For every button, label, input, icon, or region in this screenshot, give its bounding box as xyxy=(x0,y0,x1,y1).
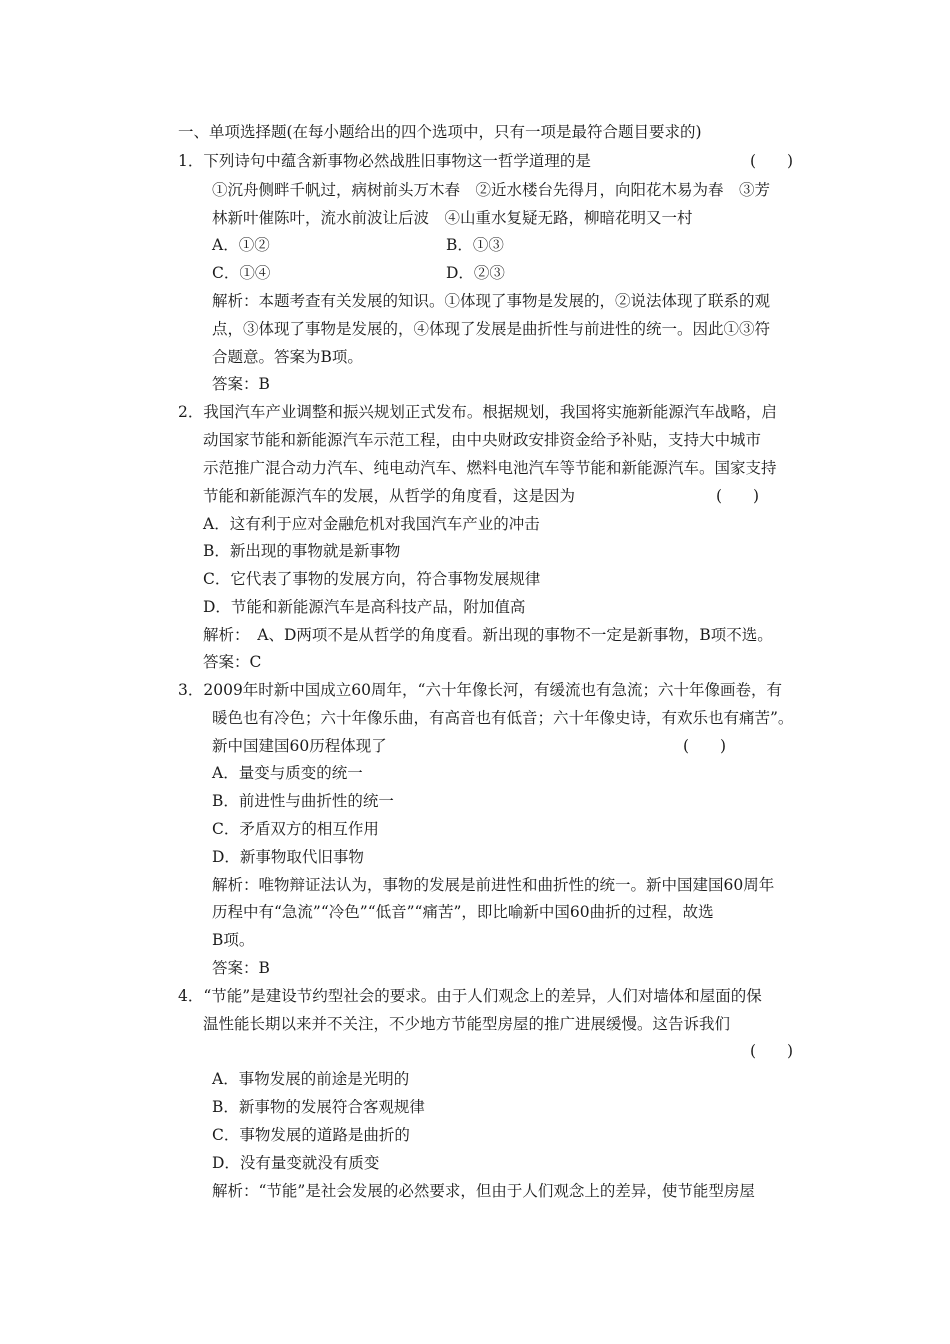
question-2-stem-line: 节能和新能源汽车的发展，从哲学的角度看，这是因为 xyxy=(203,487,576,505)
question-1-option-b: B．①③ xyxy=(446,236,504,254)
question-1-option-a: A．①② xyxy=(212,236,270,254)
question-3-analysis-line: 历程中有“急流”“冷色”“低音”“痛苦”，即比喻新中国60曲折的过程，故选 xyxy=(212,903,714,921)
question-3-option-c: C．矛盾双方的相互作用 xyxy=(212,820,379,838)
question-4-stem-line: 4．“节能”是建设节约型社会的要求。由于人们观念上的差异，人们对墙体和屋面的保 xyxy=(178,987,762,1005)
question-2-answer: 答案：C xyxy=(203,653,262,671)
question-2-option-c: C．它代表了事物的发展方向，符合事物发展规律 xyxy=(203,570,541,588)
question-3-stem-line: 3．2009年时新中国成立60周年，“六十年像长河，有缓流也有急流；六十年像画卷，有 xyxy=(178,681,782,699)
question-3-option-a: A．量变与质变的统一 xyxy=(212,764,363,782)
question-2-stem-line: 示范推广混合动力汽车、纯电动汽车、燃料电池汽车等节能和新能源汽车。国家支持 xyxy=(203,459,777,477)
question-2-option-d: D．节能和新能源汽车是高科技产品，附加值高 xyxy=(203,598,526,616)
question-4-option-b: B．新事物的发展符合客观规律 xyxy=(212,1098,425,1116)
question-4-option-c: C．事物发展的道路是曲折的 xyxy=(212,1126,410,1144)
question-1-statement-line: ①沉舟侧畔千帆过，病树前头万木春 ②近水楼台先得月，向阳花木易为春 ③芳 xyxy=(212,181,771,199)
section-title: 一、单项选择题(在每小题给出的四个选项中，只有一项是最符合题目要求的) xyxy=(178,123,702,141)
question-1-answer-blank: ( ) xyxy=(750,152,794,170)
question-2-stem-line: 2．我国汽车产业调整和振兴规划正式发布。根据规划，我国将实施新能源汽车战略，启 xyxy=(178,403,777,421)
question-4-option-a: A．事物发展的前途是光明的 xyxy=(212,1070,410,1088)
question-4-analysis-line: 解析：“节能”是社会发展的必然要求，但由于人们观念上的差异，使节能型房屋 xyxy=(212,1182,755,1200)
question-1-option-c: C．①④ xyxy=(212,264,271,282)
question-3-stem-line: 新中国建国60历程体现了 xyxy=(212,737,387,755)
question-4-stem-line: 温性能长期以来并不关注，不少地方节能型房屋的推广进展缓慢。这告诉我们 xyxy=(203,1015,731,1033)
question-3-stem-line: 暖色也有冷色；六十年像乐曲，有高音也有低音；六十年像史诗，有欢乐也有痛苦”。 xyxy=(212,709,794,727)
question-2-answer-blank: ( ) xyxy=(716,487,760,505)
question-2-option-a: A．这有利于应对金融危机对我国汽车产业的冲击 xyxy=(203,515,540,533)
question-1-option-d: D．②③ xyxy=(446,264,505,282)
question-3-answer: 答案：B xyxy=(212,959,270,977)
question-4-option-d: D．没有量变就没有质变 xyxy=(212,1154,380,1172)
question-1-stem-line: 1．下列诗句中蕴含新事物必然战胜旧事物这一哲学道理的是 xyxy=(178,152,591,170)
question-1-statement-line: 林新叶催陈叶，流水前波让后波 ④山重水复疑无路，柳暗花明又一村 xyxy=(212,209,693,227)
question-3-answer-blank: ( ) xyxy=(683,737,727,755)
question-3-analysis-line: 解析：唯物辩证法认为，事物的发展是前进性和曲折性的统一。新中国建国60周年 xyxy=(212,876,775,894)
question-3-option-b: B．前进性与曲折性的统一 xyxy=(212,792,394,810)
question-2-option-b: B．新出现的事物就是新事物 xyxy=(203,542,401,560)
question-2-analysis-line: 解析： A、D两项不是从哲学的角度看。新出现的事物不一定是新事物，B项不选。 xyxy=(203,626,773,644)
question-1-analysis-line: 点，③体现了事物是发展的，④体现了发展是曲折性与前进性的统一。因此①③符 xyxy=(212,320,771,338)
question-1-answer: 答案：B xyxy=(212,375,270,393)
question-4-answer-blank: ( ) xyxy=(750,1042,794,1060)
question-3-option-d: D．新事物取代旧事物 xyxy=(212,848,364,866)
question-1-analysis-line: 解析：本题考查有关发展的知识。①体现了事物是发展的，②说法体现了联系的观 xyxy=(212,292,771,310)
question-1-analysis-line: 合题意。答案为B项。 xyxy=(212,348,363,366)
question-2-stem-line: 动国家节能和新能源汽车示范工程，由中央财政安排资金给予补贴，支持大中城市 xyxy=(203,431,762,449)
question-3-analysis-line: B项。 xyxy=(212,931,255,949)
